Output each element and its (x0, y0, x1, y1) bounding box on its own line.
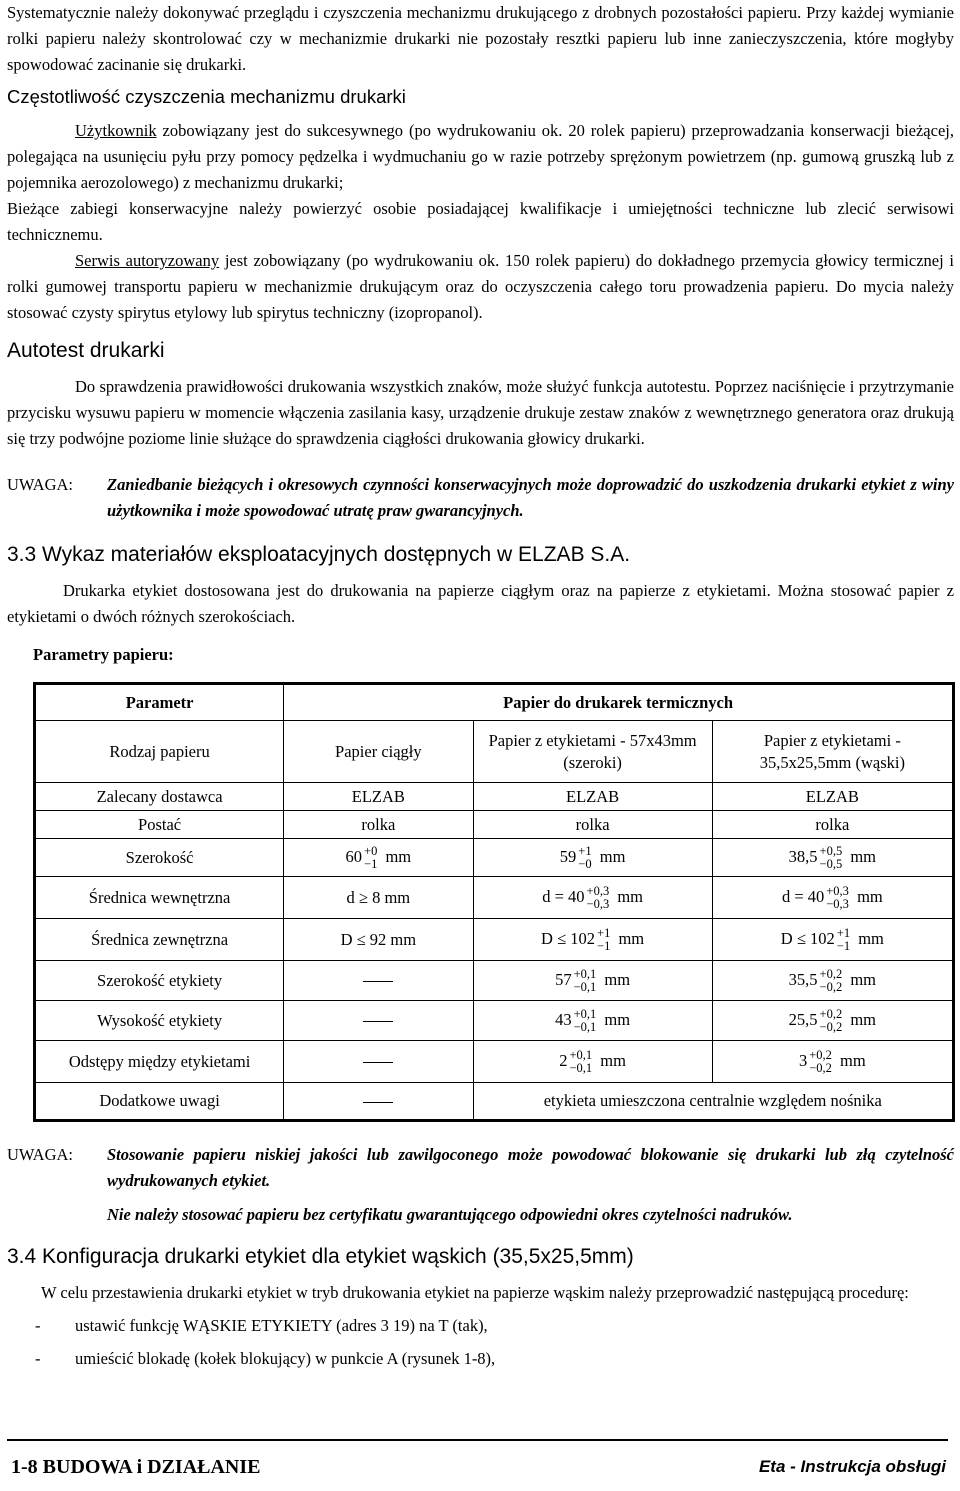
cell (473, 919, 712, 961)
tolerance-up: +0,2 (819, 966, 843, 981)
value-base: D ≤ 102 (541, 928, 596, 948)
tolerance-down: −0,5 (819, 856, 843, 871)
tolerance-down: −1 (364, 856, 378, 871)
warning-text: Zaniedbanie bieżących i okresowych czynności konserwacyjnych może doprowadzić do uszkodzenia drukarki etykiet z winy użytkownika i może spowodować utratę praw gwarancyjnych. (107, 475, 954, 520)
dash-mark (363, 1062, 393, 1063)
cell-notes: etykieta umieszczona centralnie względem nośnika (473, 1083, 953, 1121)
section-3-4-paragraph: W celu przestawienia drukarki etykiet w tryb drukowania etykiet na papierze wąskim należy przeprowadzić następującą procedurę: (41, 1283, 909, 1302)
params-title: Parametry papieru: (33, 645, 174, 664)
section-3-3-paragraph: Drukarka etykiet dostosowana jest do drukowania na papierze ciągłym oraz na papierze z etykietami. Można stosować papier z etykietami o dwóch różnych szerokościach. (7, 581, 954, 626)
col-narrow-labels: Papier z etykietami - 35,5x25,5mm (wąski) (712, 721, 953, 783)
header-paper-group: Papier do drukarek termicznych (284, 684, 954, 721)
tolerance-down: −0,3 (586, 896, 610, 911)
unit: mm (617, 886, 643, 906)
tolerance-down: −0,1 (573, 979, 597, 994)
warning-paper (7, 1142, 954, 1228)
cell-empty (284, 1041, 473, 1083)
cell (712, 919, 953, 961)
unit: mm (385, 846, 412, 866)
cell-empty (284, 961, 473, 1001)
cell (284, 839, 473, 877)
paper-params-table (33, 682, 955, 1122)
unit: mm (850, 1009, 877, 1029)
tolerance-down: −1 (597, 938, 611, 953)
cell: D ≤ 92 mm (284, 919, 473, 961)
value-base: 60 (345, 846, 363, 866)
cell (473, 839, 712, 877)
tolerance-up: +0,1 (573, 1006, 597, 1021)
value-base: D ≤ 102 (780, 928, 835, 948)
value-base: 57 (555, 969, 572, 989)
row-label-notes: Dodatkowe uwagi (35, 1083, 284, 1121)
cell: ELZAB (712, 783, 953, 811)
tolerance-up: +0,2 (809, 1047, 832, 1062)
row-label-label-width: Szerokość etykiety (35, 961, 284, 1001)
cell (712, 839, 953, 877)
unit: mm (600, 1050, 626, 1070)
value-base: 25,5 (788, 1009, 818, 1029)
cell: d ≥ 8 mm (284, 877, 473, 919)
dash-mark (363, 981, 393, 982)
cell (712, 1001, 953, 1041)
tolerance-up: +1 (597, 925, 611, 940)
tolerance-down: −0,2 (819, 979, 843, 994)
cell-empty (284, 1083, 473, 1121)
list-item (7, 1313, 954, 1339)
value-base: 35,5 (788, 969, 818, 989)
col-wide-labels: Papier z etykietami - 57x43mm (szeroki) (473, 721, 712, 783)
bullet-dash: - (35, 1316, 41, 1335)
value-base: 2 (559, 1050, 568, 1070)
cell: rolka (284, 811, 473, 839)
tolerance-down: −0,1 (569, 1060, 593, 1075)
service-paragraph (7, 248, 954, 326)
user-text: zobowiązany jest do sukcesywnego (po wydrukowaniu ok. 20 rolek papieru) przeprowadzania konserwacji bieżącej, polegająca na usunięciu pyłu przy pomocy pędzelka i wydmuchaniu go w razie potrzeby sprężonym powietrzem (np. gumową gruszką lub z pojemnika aerozolowego) z mechanizmu drukarki; (7, 121, 954, 192)
row-label-inner-diameter: Średnica wewnętrzna (35, 877, 284, 919)
warning-tag: UWAGA: (7, 1145, 73, 1164)
document-page (7, 0, 954, 1372)
cell (712, 877, 953, 919)
unit: mm (858, 928, 884, 948)
value-base: 59 (559, 846, 577, 866)
dash-mark (363, 1102, 393, 1103)
cell: ELZAB (284, 783, 473, 811)
cell: ELZAB (473, 783, 712, 811)
service-text: jest zobowiązany (po wydrukowaniu ok. 150 rolek papieru) do dokładnego przemycia głowicy termicznej i rolki gumowej transportu papieru w mechanizmie drukującym oraz do oczyszczenia całego toru prowadzenia papieru. Do mycia należy stosować czysty spirytus etylowy lub spirytus techniczny (izopropanol). (7, 251, 954, 322)
value-base: 3 (798, 1050, 808, 1070)
tolerance-up: +0,3 (826, 883, 849, 898)
header-parametr: Parametr (35, 684, 284, 721)
autotest-paragraph: Do sprawdzenia prawidłowości drukowania wszystkich znaków, może służyć funkcja autotestu. Poprzez naciśnięcie i przytrzymanie przycisku wysuwu papieru w momencie włączenia zasilania kasy, urządzenie drukuje zestaw znaków z wewnętrznego generatora oraz drukują się trzy podwójne poziome linie służące do sprawdzenia ciągłości drukowania głowicy drukarki. (7, 377, 954, 448)
col-continuous: Papier ciągły (284, 721, 473, 783)
cell: rolka (712, 811, 953, 839)
user-paragraph (7, 118, 954, 196)
tolerance-down: −0,1 (573, 1019, 597, 1034)
row-label-form: Postać (35, 811, 284, 839)
bullet-dash: - (35, 1349, 41, 1368)
tolerance-up: +0,5 (819, 843, 843, 858)
user-label: Użytkownik (75, 121, 157, 140)
section-3-3-heading: 3.3 Wykaz materiałów eksploatacyjnych dostępnych w ELZAB S.A. (7, 543, 631, 566)
cell (473, 1041, 712, 1083)
warning-maintenance (7, 472, 954, 524)
maintenance-paragraph: Bieżące zabiegi konserwacyjne należy powierzyć osobie posiadającej kwalifikacje i umiejętności techniczne lub zlecić serwisowi technicznemu. (7, 199, 954, 244)
unit: mm (599, 846, 626, 866)
unit: mm (840, 1050, 866, 1070)
cell (473, 1001, 712, 1041)
row-label-label-height: Wysokość etykiety (35, 1001, 284, 1041)
unit: mm (604, 969, 631, 989)
unit: mm (604, 1009, 631, 1029)
row-label-width: Szerokość (35, 839, 284, 877)
cleaning-heading: Częstotliwość czyszczenia mechanizmu drukarki (7, 86, 406, 107)
tolerance-up: +0,1 (569, 1047, 593, 1062)
value-base: d = 40 (542, 886, 585, 906)
cell-empty (284, 1001, 473, 1041)
tolerance-up: +0,2 (819, 1006, 843, 1021)
tolerance-down: −0,2 (819, 1019, 843, 1034)
footer-manual-title: Eta - Instrukcja obsługi (758, 1457, 946, 1476)
unit: mm (850, 846, 877, 866)
tolerance-up: +1 (836, 925, 851, 940)
tolerance-up: +0 (364, 843, 378, 858)
cell (712, 961, 953, 1001)
tolerance-up: +1 (578, 843, 592, 858)
cell (473, 877, 712, 919)
service-label: Serwis autoryzowany (75, 251, 220, 270)
list-item-text: umieścić blokadę (kołek blokujący) w punkcie A (rysunek 1-8), (75, 1349, 496, 1368)
tolerance-down: −1 (836, 938, 851, 953)
footer-chapter: 1-8 BUDOWA i DZIAŁANIE (11, 1456, 261, 1478)
unit: mm (850, 969, 877, 989)
tolerance-down: −0,2 (809, 1060, 832, 1075)
list-item (7, 1346, 954, 1372)
unit: mm (618, 928, 645, 948)
warning-text-2: Nie należy stosować papieru bez certyfikatu gwarantującego odpowiedni okres czytelności nadruków. (107, 1205, 793, 1224)
row-label-supplier: Zalecany dostawca (35, 783, 284, 811)
tolerance-up: +0,1 (573, 966, 597, 981)
cell: rolka (473, 811, 712, 839)
cell (473, 961, 712, 1001)
value-base: 43 (555, 1009, 572, 1029)
intro-paragraph: Systematycznie należy dokonywać przeglądu i czyszczenia mechanizmu drukującego z drobnych pozostałości papieru. Przy każdej wymianie rolki papieru należy skontrolować czy w mechanizmie drukarki nie pozostały resztki papieru lub inne zanieczyszczenia, które mogłyby spowodować zacinanie się drukarki. (7, 3, 954, 74)
tolerance-up: +0,3 (586, 883, 610, 898)
value-base: d = 40 (781, 886, 825, 906)
warning-text-1: Stosowanie papieru niskiej jakości lub zawilgoconego może powodować blokowanie się drukarki lub złą czytelność wydrukowanych etykiet. (107, 1145, 954, 1190)
value-base: 38,5 (788, 846, 818, 866)
autotest-heading: Autotest drukarki (7, 339, 165, 362)
cell (712, 1041, 953, 1083)
tolerance-down: −0,3 (826, 896, 849, 911)
unit: mm (857, 886, 883, 906)
section-3-4-heading: 3.4 Konfiguracja drukarki etykiet dla etykiet wąskich (35,5x25,5mm) (7, 1245, 634, 1268)
page-footer (7, 1439, 948, 1491)
row-label-gap: Odstępy między etykietami (35, 1041, 284, 1083)
warning-tag: UWAGA: (7, 475, 73, 494)
row-label-outer-diameter: Średnica zewnętrzna (35, 919, 284, 961)
row-label-type: Rodzaj papieru (35, 721, 284, 783)
tolerance-down: −0 (578, 856, 592, 871)
dash-mark (363, 1021, 393, 1022)
list-item-text: ustawić funkcję WĄSKIE ETYKIETY (adres 3 19) na T (tak), (75, 1316, 488, 1335)
